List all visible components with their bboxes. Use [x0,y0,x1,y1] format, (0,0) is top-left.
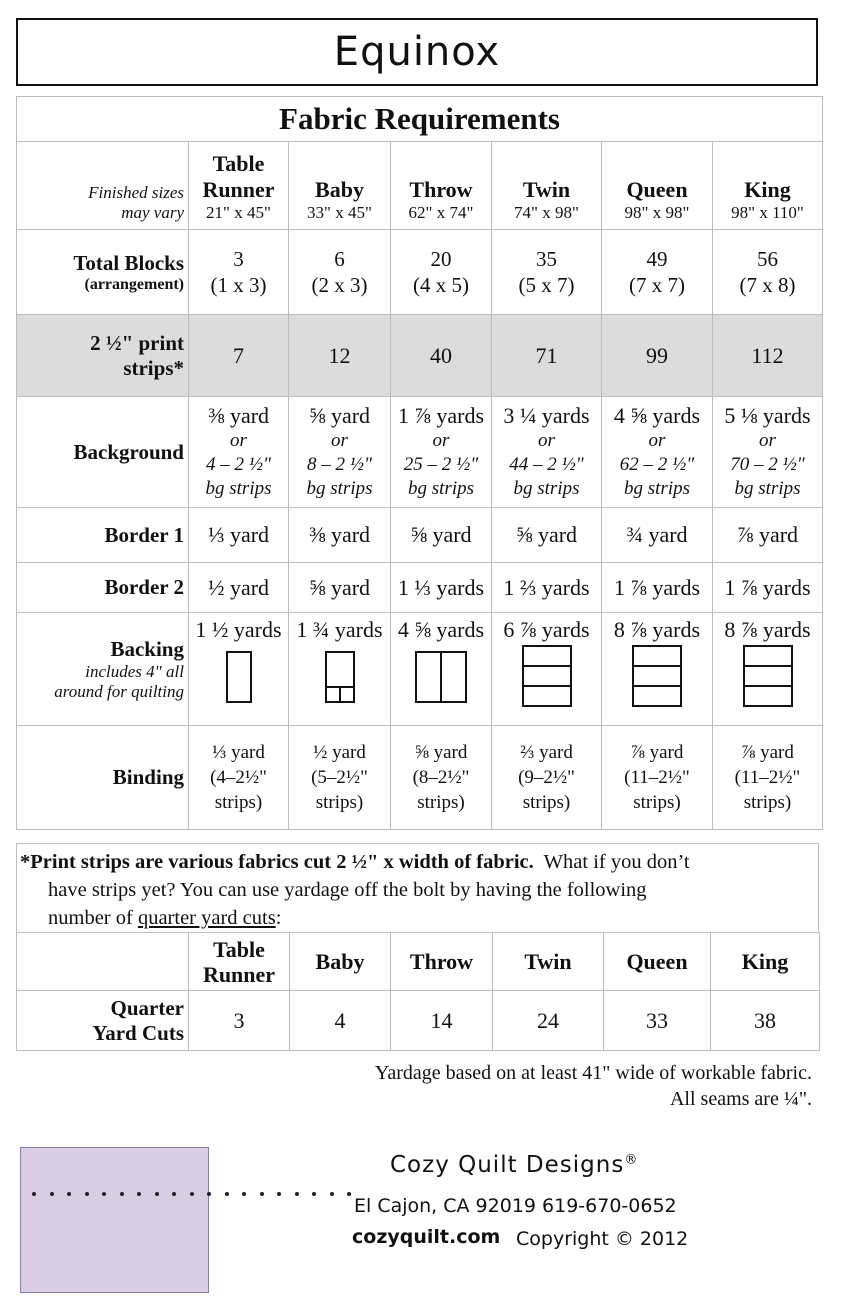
background-cell: ⅝ yard or 8 – 2 ½" bg strips [289,397,391,508]
print-strips-value: 112 [713,315,823,397]
qyc-value: 24 [493,991,604,1051]
backing-diagram-icon [325,651,355,703]
print-strips-value: 40 [391,315,492,397]
block-arrangement: (7 x 7) [629,273,685,297]
dot [207,1192,211,1196]
binding-cell: ⅞ yard (11–2½" strips) [713,726,823,830]
dot [32,1192,36,1196]
dot [67,1192,71,1196]
border2-value: 1 ⅔ yards [492,563,602,613]
block-count: 56 [757,247,778,271]
backing-cell: 8 ⅞ yards [713,613,823,726]
background-row [17,397,823,508]
block-count: 49 [646,247,668,271]
border1-value: ⅝ yard [492,508,602,563]
print-strips-value: 12 [289,315,391,397]
backing-diagram-icon [743,645,793,707]
print-strips-value: 71 [492,315,602,397]
backing-diagram-icon [415,651,467,703]
qyc-values-row [17,991,820,1051]
quarter-yard-label: Quarter [110,995,184,1020]
note-text: What if you don’t [543,851,690,873]
backing-cell: 1 ¾ yards [289,613,391,726]
fabric-swatch [20,1147,209,1293]
binding-cell: ⅞ yard (11–2½" strips) [602,726,713,830]
total-blocks-label: Total Blocks [73,250,184,275]
pattern-title: Equinox [16,18,818,86]
background-cell: 3 ¼ yards or 44 – 2 ½" bg strips [492,397,602,508]
binding-cell: ½ yard (5–2½" strips) [289,726,391,830]
website-link[interactable]: cozyquilt.com [352,1226,501,1248]
block-count: 6 [334,247,345,271]
background-cell: 4 ⅝ yards or 62 – 2 ½" bg strips [602,397,713,508]
border1-value: ⅞ yard [713,508,823,563]
qyc-value: 14 [391,991,493,1051]
border2-value: 1 ⅞ yards [602,563,713,613]
block-count: 35 [536,247,557,271]
quarter-yard-cuts-table [16,932,820,1051]
background-cell: 1 ⅞ yards or 25 – 2 ½" bg strips [391,397,492,508]
binding-row [17,726,823,830]
size-king: King 98" x 110" [713,142,823,230]
arrangement-label: (arrangement) [84,275,184,293]
border1-value: ⅝ yard [391,508,492,563]
dot [260,1192,264,1196]
backing-diagram-icon [632,645,682,707]
qyc-value: 33 [604,991,711,1051]
binding-cell: ⅔ yard (9–2½" strips) [492,726,602,830]
dot [295,1192,299,1196]
may-vary-note: may vary [121,203,184,222]
block-count: 20 [430,247,452,271]
dot [120,1192,124,1196]
border1-value: ¾ yard [602,508,713,563]
print-strips-label: 2 ½" print [90,330,184,355]
size-throw: Throw 62" x 74" [391,142,492,230]
block-arrangement: (4 x 5) [413,273,469,297]
block-arrangement: (5 x 7) [518,273,575,297]
print-strips-label-2: strips* [123,355,184,380]
dot [347,1192,351,1196]
border1-value: ⅓ yard [189,508,289,563]
note-line-3: number of quarter yard cuts: [48,907,282,929]
backing-diagram-icon [226,651,252,703]
border2-label: Border 2 [104,575,184,599]
dot [155,1192,159,1196]
qyc-value: 38 [711,991,820,1051]
copyright: Copyright © 2012 [516,1228,689,1250]
finished-sizes-note: Finished sizes [88,183,184,202]
dot [172,1192,176,1196]
backing-cell: 8 ⅞ yards [602,613,713,726]
dot [330,1192,334,1196]
qyc-header-row: Table Runner Baby Throw Twin Queen King [17,933,820,991]
dotted-line [32,1192,362,1200]
border2-value: 1 ⅓ yards [391,563,492,613]
company-address: El Cajon, CA 92019 619-670-0652 [354,1195,677,1217]
binding-label: Binding [112,765,184,789]
binding-cell: ⅝ yard (8–2½" strips) [391,726,492,830]
total-blocks-row [17,230,823,315]
binding-cell: ⅓ yard (4–2½" strips) [189,726,289,830]
block-arrangement: (1 x 3) [210,273,267,297]
size-header-row [17,142,823,230]
border1-row [17,508,823,563]
yard-cuts-label: Yard Cuts [92,1020,184,1045]
print-strips-note [16,843,819,933]
dot [50,1192,54,1196]
backing-row [17,613,823,726]
backing-cell: 1 ½ yards [189,613,289,726]
dot [190,1192,194,1196]
backing-cell: 4 ⅝ yards [391,613,492,726]
note-line-2: have strips yet? You can use yardage off the bolt by having the following [48,879,647,901]
dot [312,1192,316,1196]
background-label: Background [73,439,184,464]
yardage-footnote: Yardage based on at least 41" wide of workable fabric. [374,1062,812,1084]
background-cell: ⅜ yard or 4 – 2 ½" bg strips [189,397,289,508]
section-title: Fabric Requirements [17,97,823,142]
fabric-requirements-table [16,96,823,830]
border1-value: ⅜ yard [289,508,391,563]
size-queen: Queen 98" x 98" [602,142,713,230]
dot [102,1192,106,1196]
dot [277,1192,281,1196]
registered-mark: ® [624,1152,639,1168]
dot [85,1192,89,1196]
block-arrangement: (2 x 3) [311,273,368,297]
backing-note-2: around for quilting [54,681,184,701]
border2-row [17,563,823,613]
block-arrangement: (7 x 8) [739,273,796,297]
background-cell: 5 ⅛ yards or 70 – 2 ½" bg strips [713,397,823,508]
note-bold: *Print strips are various fabrics cut 2 ½" x width of fabric. [20,851,534,873]
quarter-yard-cuts-link-text: quarter yard cuts [137,907,276,929]
print-strips-value: 99 [602,315,713,397]
backing-diagram-icon [522,645,572,707]
dot [242,1192,246,1196]
backing-label: Backing [110,636,184,661]
print-strips-value: 7 [189,315,289,397]
backing-note-1: includes 4" all [85,661,184,681]
qyc-value: 4 [290,991,391,1051]
border2-value: ⅝ yard [289,563,391,613]
size-baby: Baby 33" x 45" [289,142,391,230]
size-table-runner: Table Runner 21" x 45" [189,142,289,230]
border2-value: ½ yard [189,563,289,613]
print-strips-row [17,315,823,397]
seams-footnote: All seams are ¼". [669,1088,812,1110]
border2-value: 1 ⅞ yards [713,563,823,613]
size-twin: Twin 74" x 98" [492,142,602,230]
company-name: Cozy Quilt Designs® [390,1152,639,1178]
backing-cell: 6 ⅞ yards [492,613,602,726]
border1-label: Border 1 [104,522,184,547]
qyc-value: 3 [189,991,290,1051]
dot [137,1192,141,1196]
block-count: 3 [233,247,244,271]
dot [225,1192,229,1196]
